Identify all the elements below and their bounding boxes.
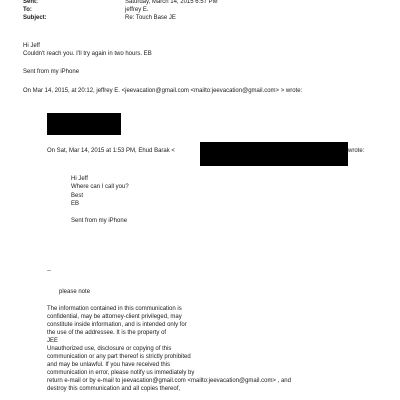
notice-line: constitute inside information, and is intended only for [47,322,187,328]
quote-intro: On Mar 14, 2015, at 20:12, jeffrey E. <jeevacation@gmail.com <mailto:jeevacation@gmail.com> > wrote: [23,88,303,94]
notice-line: destroy this communication and all copies thereof, [47,386,181,392]
sent-label: Sent: [23,0,38,5]
notice-line: Unauthorized use, disclosure or copying of this [47,346,172,352]
inner-line: Where can I call you? [71,184,129,190]
notice-line: and may be unlawful. If you have received this [47,362,171,368]
redaction-block [47,113,121,135]
subject-label: Subject: [23,15,47,21]
please-note: please note [59,289,91,295]
separator-dashes: -- [47,268,51,274]
to-value: jeffrey E. [125,7,149,13]
notice-line: communication in error, please notify us immediately by [47,370,195,376]
reply-greeting: Hi Jeff [23,43,40,49]
reply-message: Couldn't reach you. I'll try again in two hours. EB [23,51,152,57]
redaction-block [200,142,348,166]
notice-line: The information contained in this communication is [47,306,182,312]
inner-line: EB [71,201,80,207]
reply-signature: Sent from my iPhone [23,69,80,75]
notice-line: JEE [47,338,59,344]
inner-quote-wrote: wrote: [348,148,365,154]
inner-quote-intro: On Sat, Mar 14, 2015 at 1:53 PM, Ehud Barak < [47,148,175,154]
notice-line: confidential, may be attorney-client privileged, may [47,314,182,320]
inner-signature: Sent from my iPhone [71,218,128,224]
sent-value: Saturday, March 14, 2015 6:57 PM [125,0,218,5]
notice-line: communication or any part thereof is strictly prohibited [47,354,191,360]
to-label: To: [23,7,32,13]
inner-line: Best [71,193,84,199]
notice-line: the use of the addressee. It is the property of [47,330,167,336]
notice-line: return e-mail or by e-mail to jeevacation@gmail.com <mailto:jeevacation@gmail.com> , and [47,378,291,384]
subject-value: Re: Touch Base JE [125,15,176,21]
inner-greeting: Hi Jeff [71,176,88,182]
